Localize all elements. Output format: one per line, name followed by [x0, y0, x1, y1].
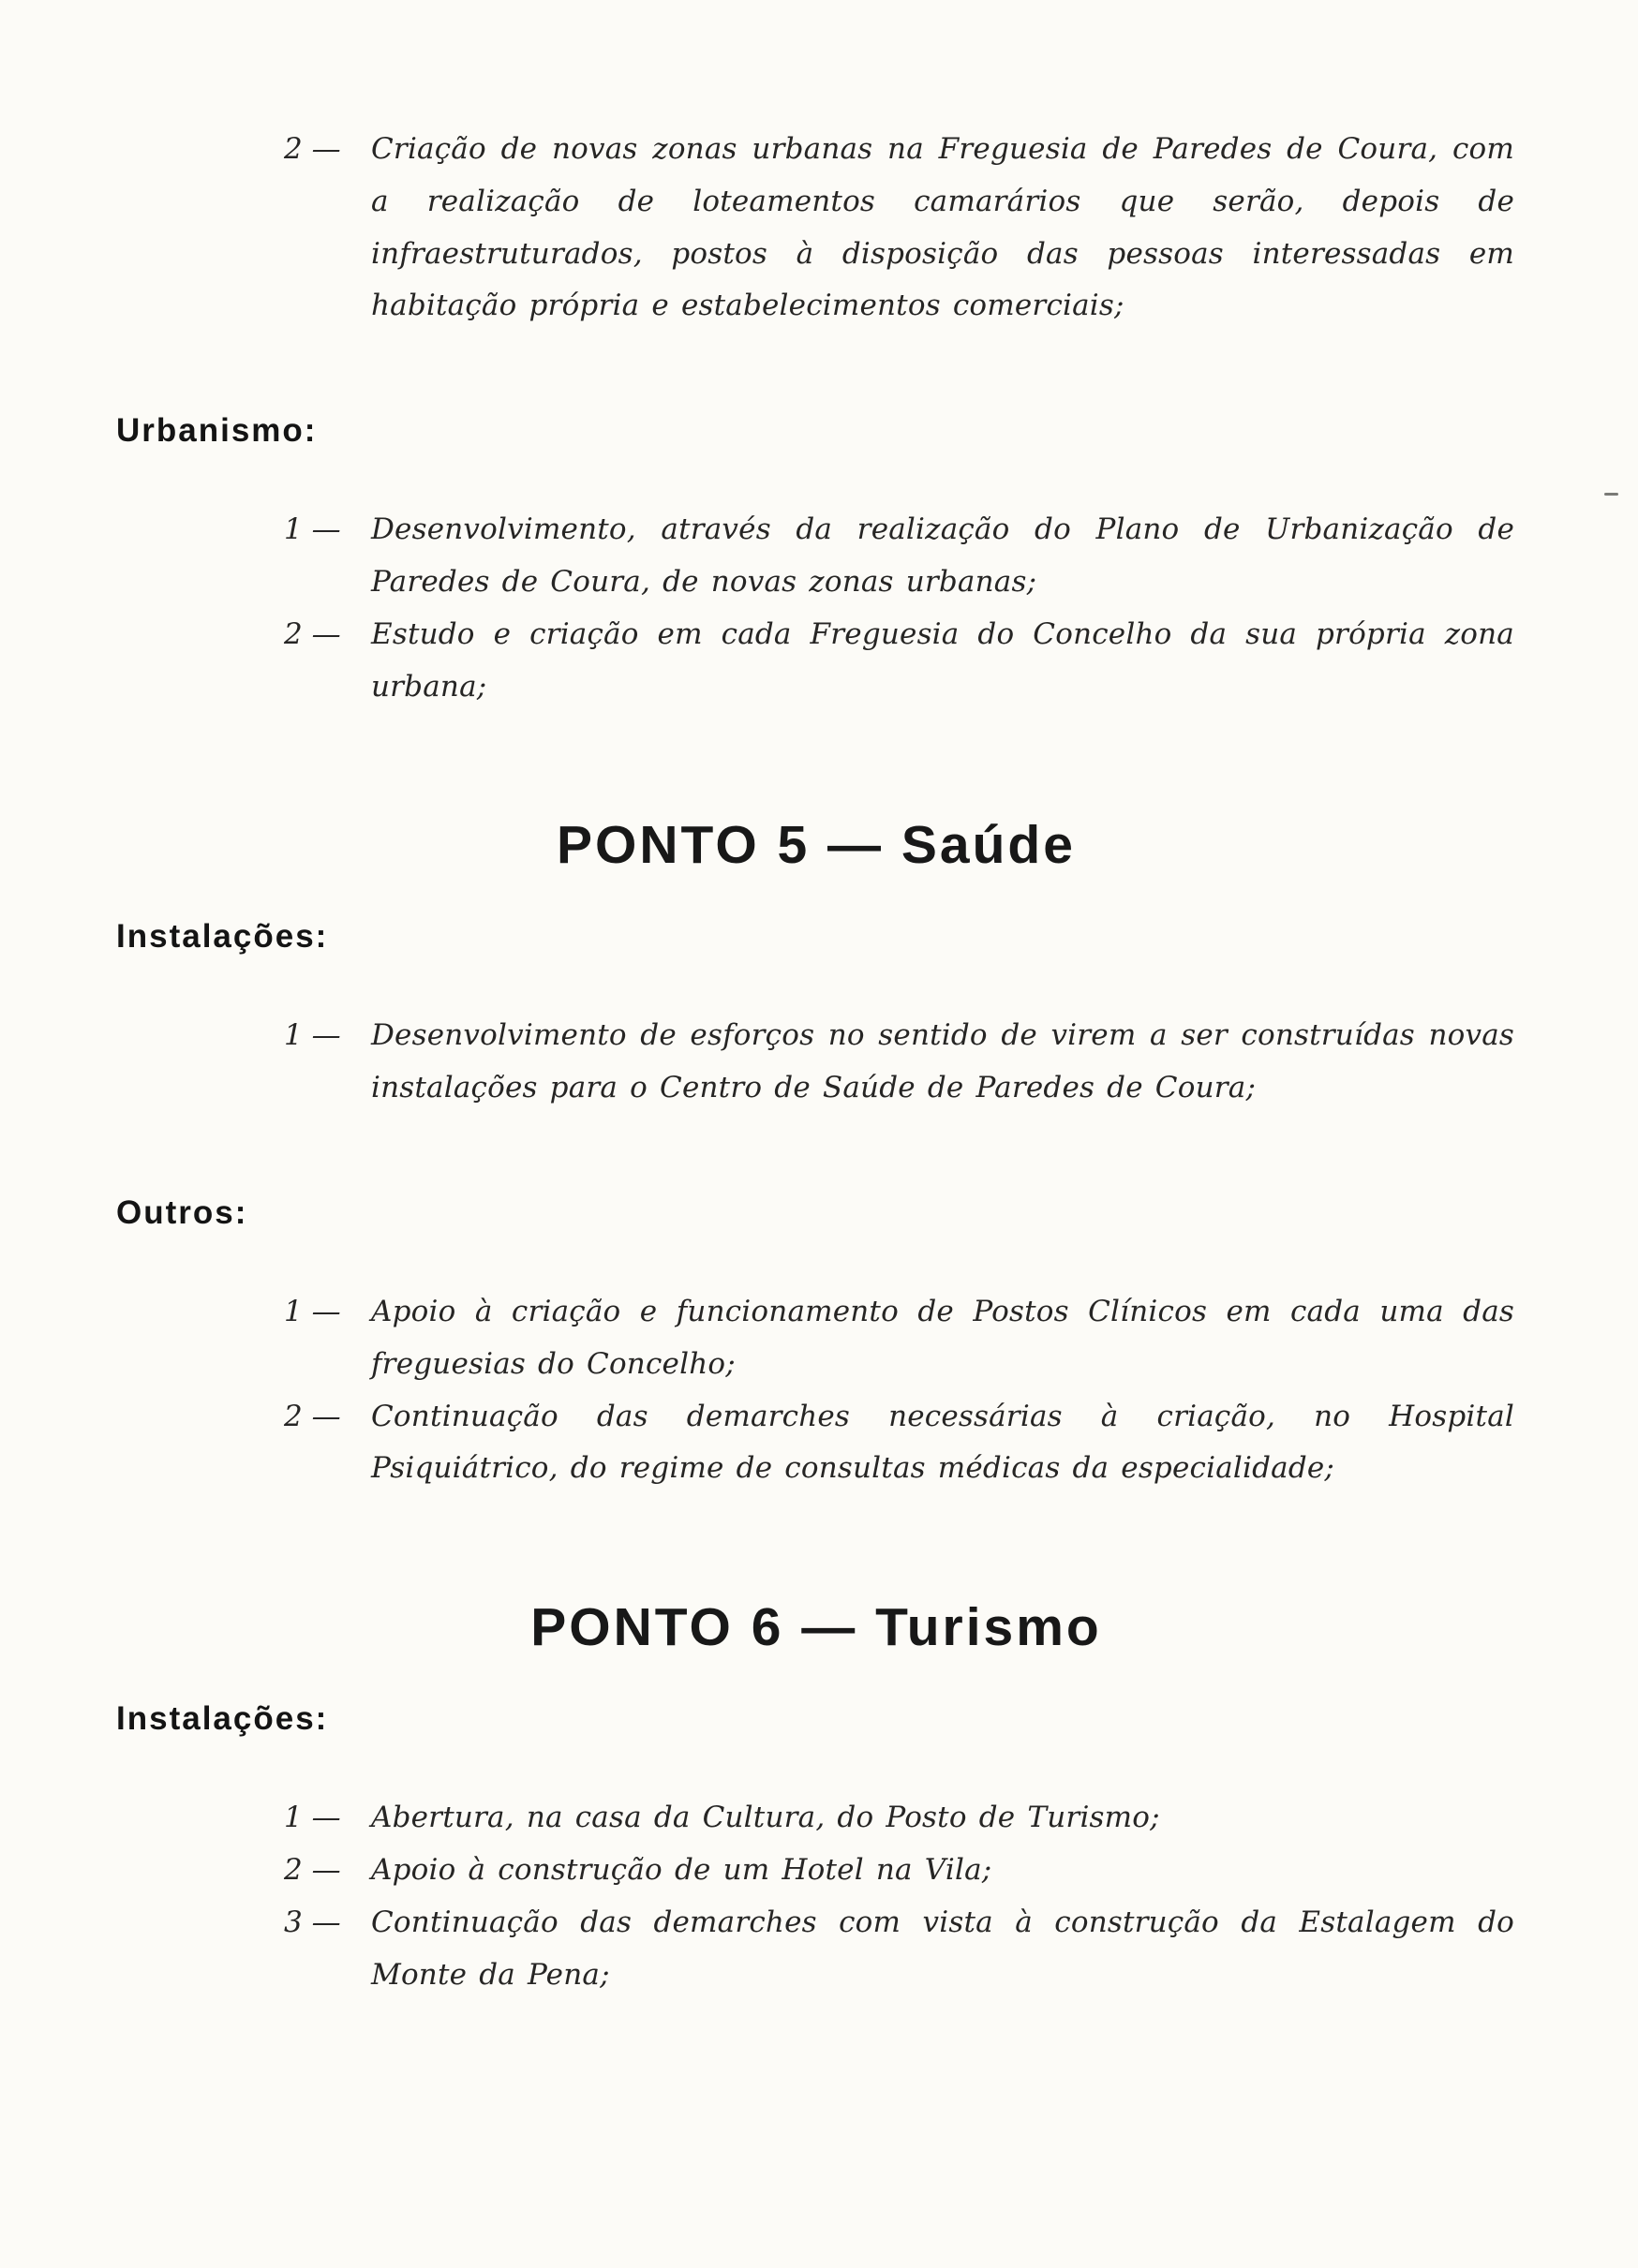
item-text: Desenvolvimento, através da realização do Plano de Urbanização de Paredes de Coura, de novas zonas urbanas; [371, 512, 1514, 599]
list-item [284, 124, 1514, 333]
intro-list [284, 124, 1514, 333]
item-number: 1 — [284, 512, 341, 547]
urbanismo-list [284, 504, 1514, 713]
section-heading-outros: Outros: [116, 1193, 248, 1231]
list-item [284, 1897, 1514, 2002]
item-text: Continuação das demarches com vista à construção da Estalagem do Monte da Pena; [371, 1905, 1514, 1992]
section-heading-instalacoes-ponto5: Instalações: [116, 918, 329, 956]
item-text: Continuação das demarches necessárias à criação, no Hospital Psiquiátrico, do regime de consultas médicas da especialidade; [371, 1399, 1514, 1486]
section-heading-instalacoes-ponto6: Instalações: [116, 1700, 329, 1738]
list-item [284, 1010, 1514, 1115]
item-text: Apoio à criação e funcionamento de Postos Clínicos em cada uma das freguesias do Concelho; [371, 1294, 1514, 1381]
item-number: 3 — [284, 1905, 341, 1939]
item-text: Apoio à construção de um Hotel na Vila; [371, 1852, 992, 1887]
item-text: Abertura, na casa da Cultura, do Posto de Turismo; [371, 1801, 1160, 1835]
ponto5-instalacoes-list [284, 1010, 1514, 1115]
list-item [284, 504, 1514, 609]
ponto6-instalacoes-list [284, 1792, 1514, 2001]
item-number: 2 — [284, 616, 341, 651]
scan-artifact-dash [1604, 493, 1618, 496]
item-number: 2 — [284, 1399, 341, 1433]
item-number: 2 — [284, 132, 341, 166]
ponto5-outros-list [284, 1286, 1514, 1495]
item-text: Estudo e criação em cada Freguesia do Concelho da sua própria zona urbana; [371, 616, 1514, 704]
ponto6-title: PONTO 6 — Turismo [530, 1597, 1102, 1658]
list-item [284, 1792, 1514, 1845]
item-number: 2 — [284, 1852, 341, 1887]
item-number: 1 — [284, 1018, 341, 1053]
list-item [284, 1286, 1514, 1391]
list-item [284, 1845, 1514, 1897]
item-number: 1 — [284, 1801, 341, 1835]
item-text: Criação de novas zonas urbanas na Freguesia de Paredes de Coura, com a realização de loteamentos camarários que serão, depois de infraestruturados, postos à disposição das pessoas interessadas em habitação própria e estabelecimentos comerciais; [371, 132, 1514, 323]
section-heading-urbanismo: Urbanismo: [116, 412, 318, 450]
list-item [284, 609, 1514, 714]
list-item [284, 1391, 1514, 1496]
item-text: Desenvolvimento de esforços no sentido de virem a ser construídas novas instalações para o Centro de Saúde de Paredes de Coura; [371, 1018, 1514, 1105]
item-number: 1 — [284, 1294, 341, 1328]
ponto5-title: PONTO 5 — Saúde [557, 815, 1076, 876]
